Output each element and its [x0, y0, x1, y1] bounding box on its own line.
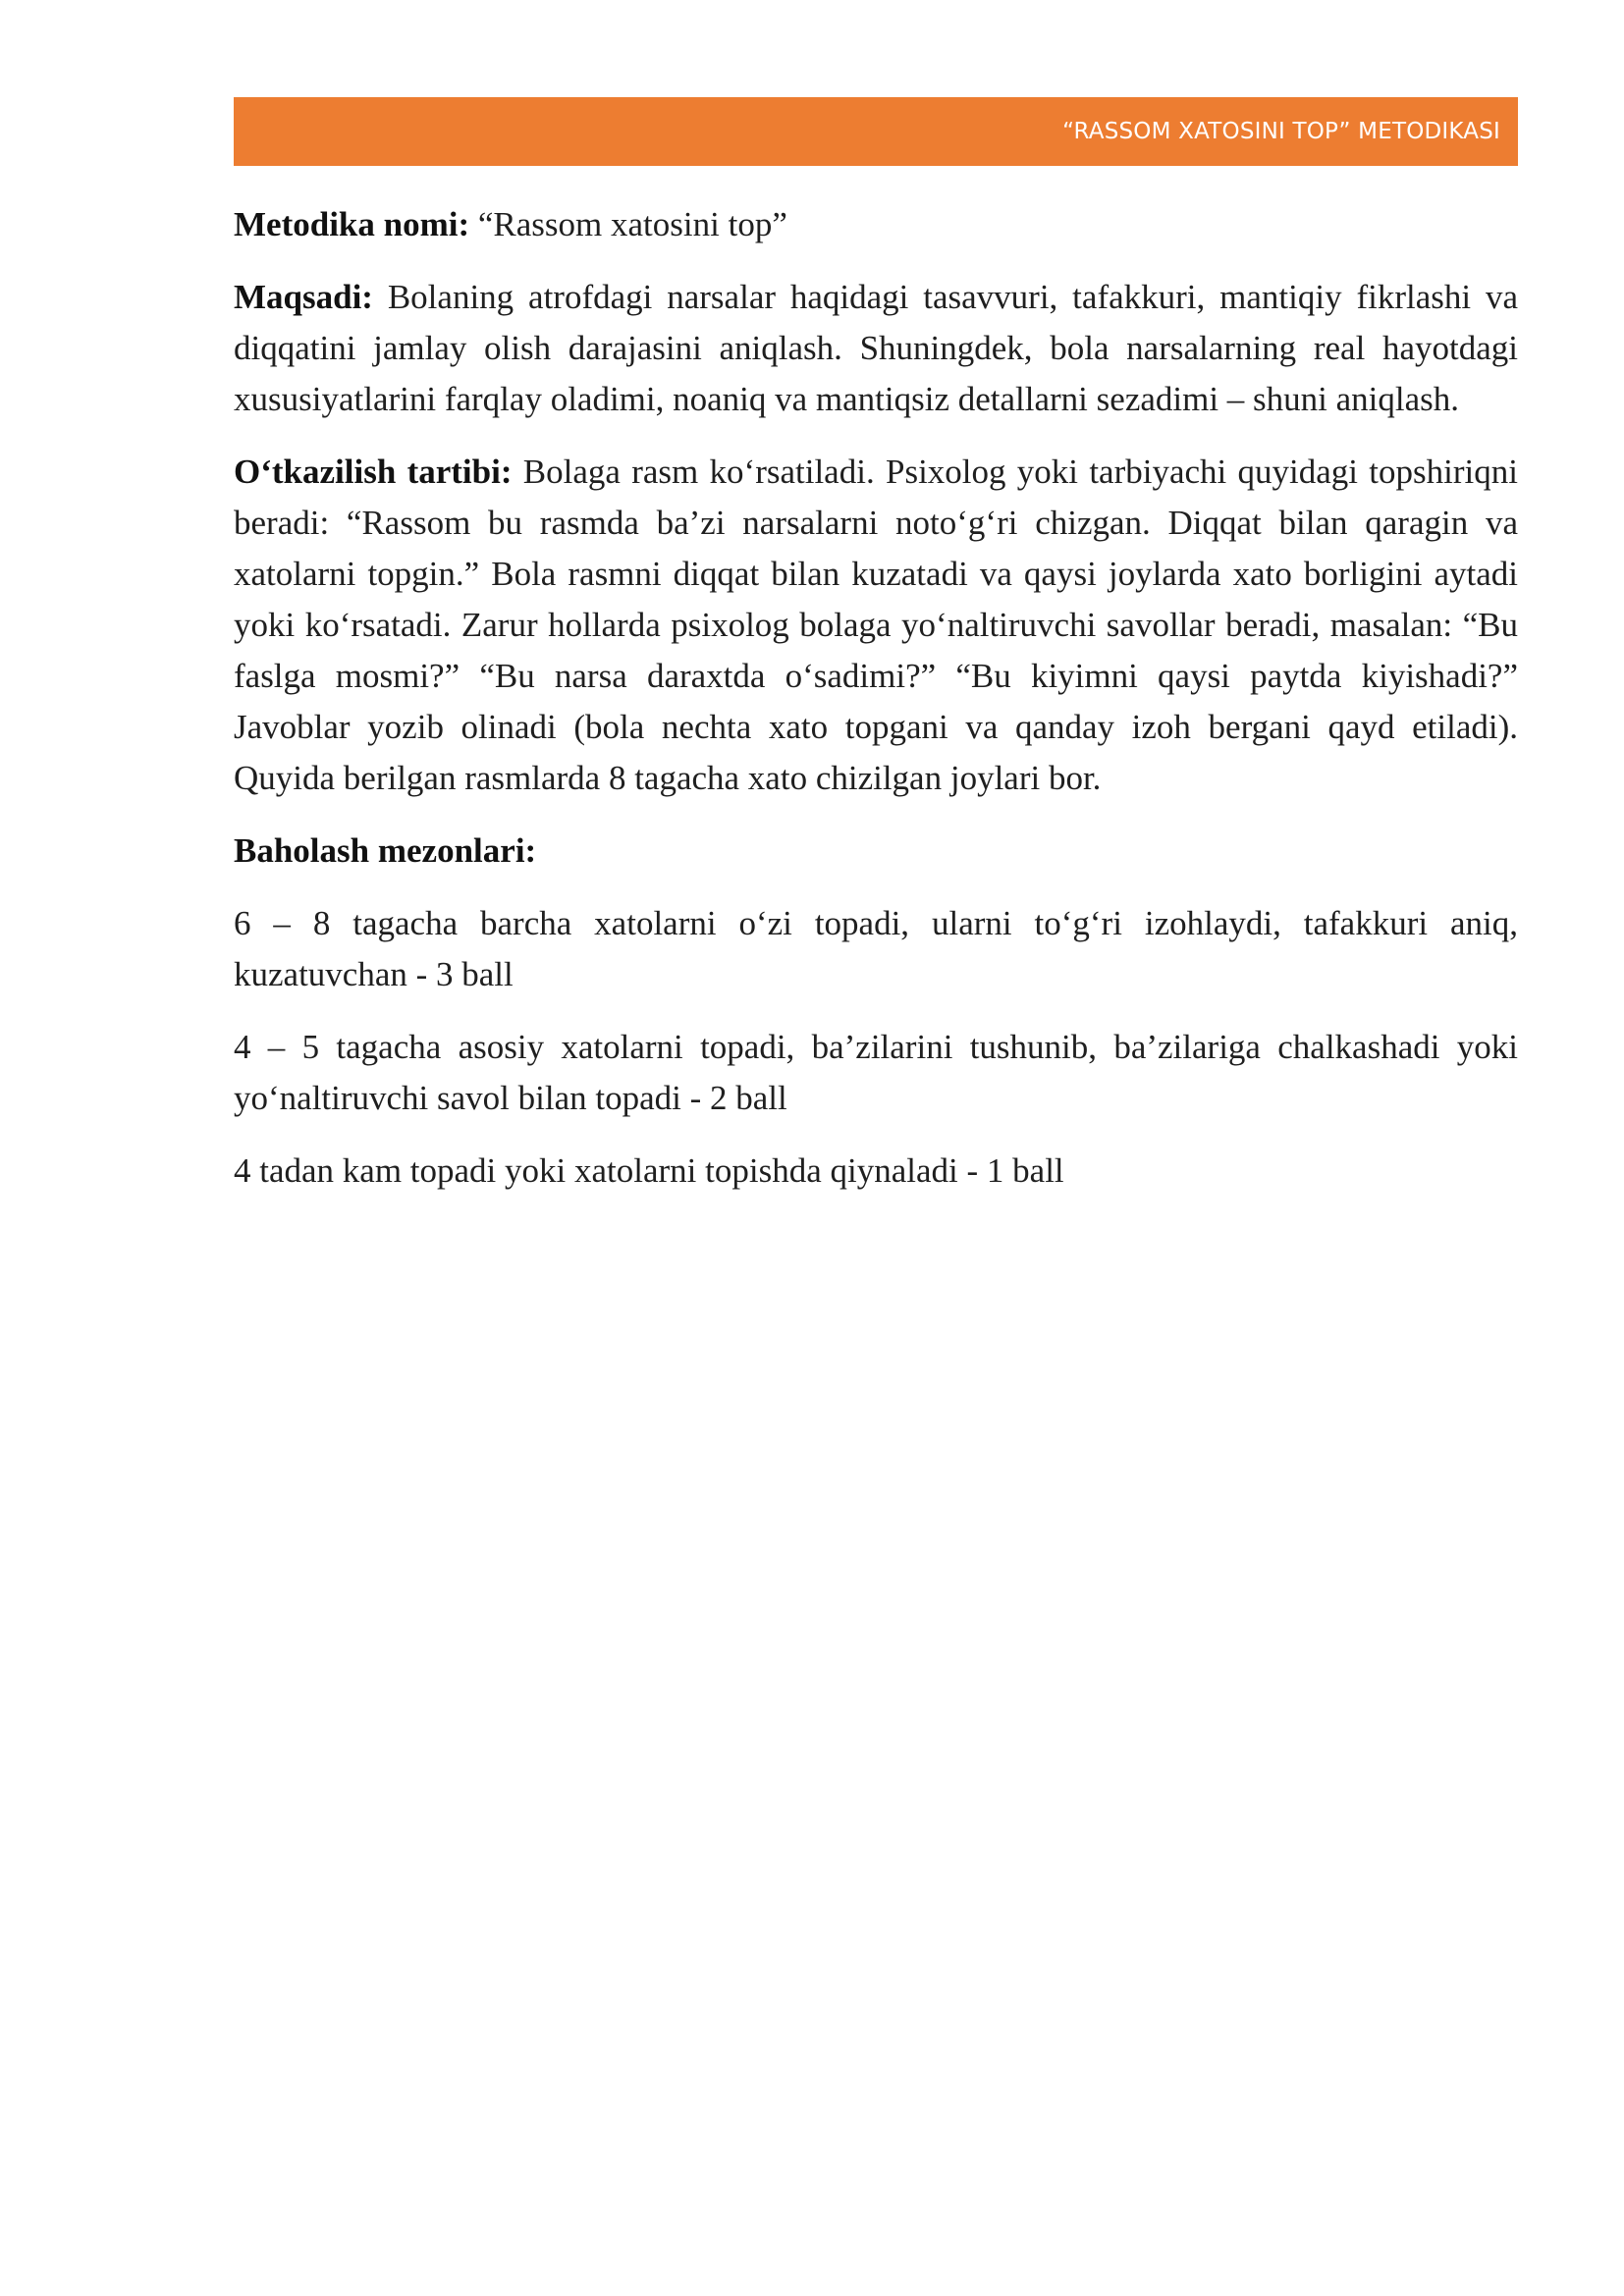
- criteria-heading: Baholash mezonlari:: [234, 831, 537, 870]
- header-band: [234, 97, 1518, 166]
- aim-paragraph: [234, 272, 1518, 425]
- method-name-text: “Rassom xatosini top”: [469, 205, 787, 243]
- procedure-text: Bolaga rasm ko‘rsatiladi. Psixolog yoki tarbiyachi quyidagi topshiriqni beradi: “Rassom bu rasmda ba’zi narsalarni noto‘g‘ri chizgan. Diqqat bilan qaragin va xatolarni topgin.” Bola rasmni diqqat bilan kuzatadi va qaysi joylarda xato borligini aytadi yoki ko‘rsatadi. Zarur hollarda psixolog bolaga yo‘naltiruvchi savollar beradi, masalan: “Bu faslga mosmi?” “Bu narsa daraxtda o‘sadimi?” “Bu kiyimni qaysi paytda kiyishadi?” Javoblar yozib olinadi (bola nechta xato topgani va qanday izoh bergani qayd etiladi). Quyida berilgan rasmlarda 8 tagacha xato chizilgan joylari bor.: [234, 453, 1518, 797]
- document-body: [234, 199, 1518, 1218]
- method-name-paragraph: [234, 199, 1518, 250]
- method-name-label: Metodika nomi:: [234, 205, 470, 243]
- procedure-label: O‘tkazilish tartibi:: [234, 453, 513, 491]
- header-title: “RASSOM XATOSINI TOP” METODIKASI: [1062, 119, 1500, 144]
- criteria-item: 6 – 8 tagacha barcha xatolarni o‘zi topadi, ularni to‘g‘ri izohlaydi, tafakkuri aniq, kuzatuvchan - 3 ball: [234, 904, 1518, 993]
- criteria-item: 4 tadan kam topadi yoki xatolarni topishda qiynaladi - 1 ball: [234, 1151, 1064, 1190]
- aim-label: Maqsadi:: [234, 278, 373, 316]
- criteria-heading-paragraph: [234, 826, 1518, 877]
- criteria-item: 4 – 5 tagacha asosiy xatolarni topadi, ba’zilarini tushunib, ba’zilariga chalkashadi yoki yo‘naltiruvchi savol bilan topadi - 2 ball: [234, 1028, 1518, 1117]
- aim-text: Bolaning atrofdagi narsalar haqidagi tasavvuri, tafakkuri, mantiqiy fikrlashi va diqqatini jamlay olish darajasini aniqlash. Shuningdek, bola narsalarning real hayotdagi xususiyatlarini farqlay oladimi, noaniq va mantiqsiz detallarni sezadimi – shuni aniqlash.: [234, 278, 1518, 418]
- procedure-paragraph: [234, 447, 1518, 804]
